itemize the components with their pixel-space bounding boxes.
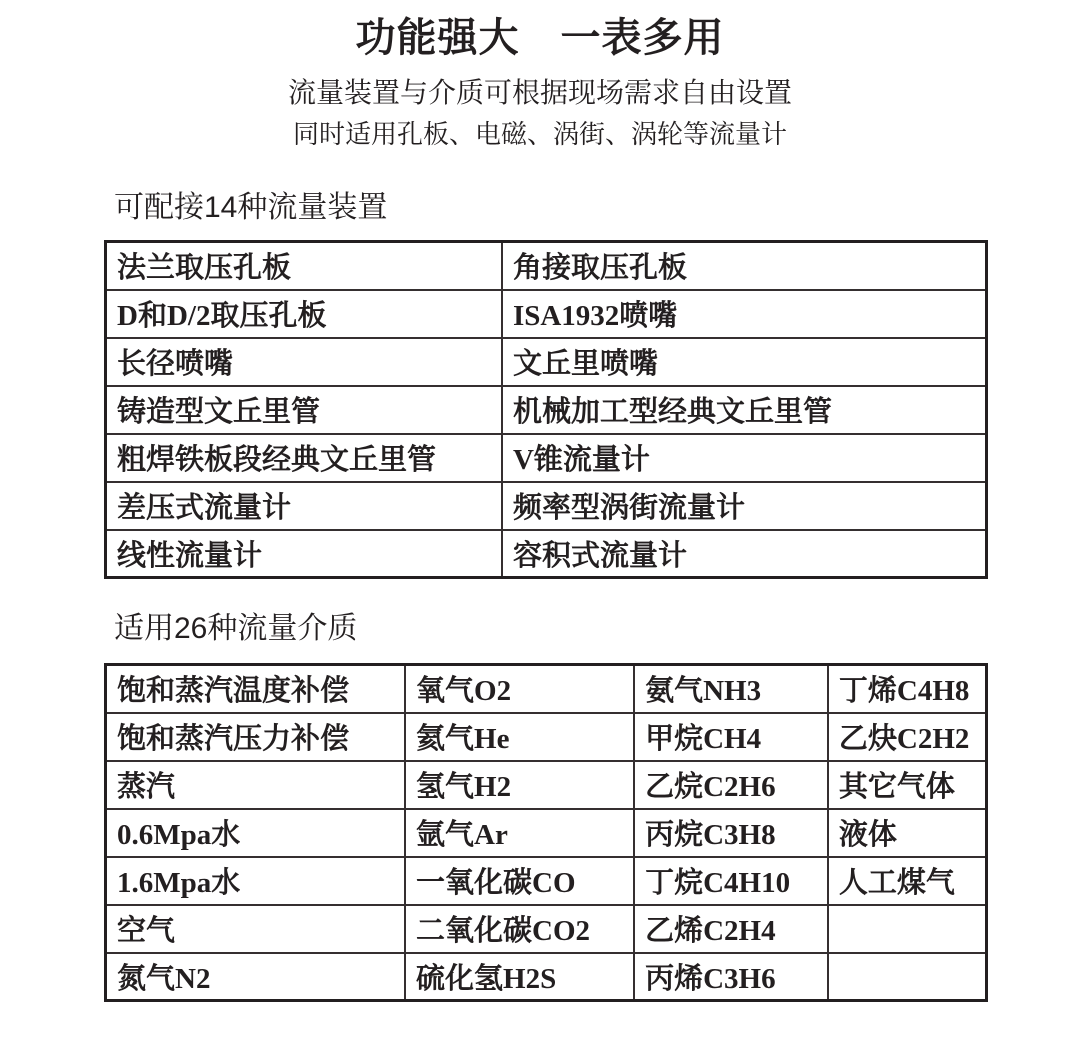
- page-subtitle-line2: 同时适用孔板、电磁、涡街、涡轮等流量计: [292, 119, 787, 149]
- table-row: [106, 290, 987, 338]
- device-cell: 长径喷嘴: [106, 338, 502, 386]
- media-cell: 饱和蒸汽压力补偿: [106, 713, 406, 761]
- table-row: [106, 665, 987, 713]
- table-row: [106, 713, 987, 761]
- media-cell: [828, 905, 987, 953]
- table-row: [106, 857, 987, 905]
- media-cell: 氮气N2: [106, 953, 406, 1001]
- page-title: 功能强大 一表多用: [355, 16, 725, 60]
- device-cell: 差压式流量计: [106, 482, 502, 530]
- device-cell: 文丘里喷嘴: [502, 338, 987, 386]
- device-cell: 线性流量计: [106, 530, 502, 578]
- media-cell: 乙烯C2H4: [634, 905, 828, 953]
- devices-table: [104, 240, 988, 579]
- media-cell: 人工煤气: [828, 857, 987, 905]
- table-row: [106, 905, 987, 953]
- media-cell: 蒸汽: [106, 761, 406, 809]
- table-row: [106, 434, 987, 482]
- device-cell: 铸造型文丘里管: [106, 386, 502, 434]
- media-cell: 氨气NH3: [634, 665, 828, 713]
- media-cell: 1.6Mpa水: [106, 857, 406, 905]
- media-cell: 其它气体: [828, 761, 987, 809]
- media-section-heading: 适用26种流量介质: [114, 612, 358, 645]
- media-cell: 甲烷CH4: [634, 713, 828, 761]
- media-cell: 氩气Ar: [405, 809, 634, 857]
- media-cell: 丙烯C3H6: [634, 953, 828, 1001]
- page-subtitle-line1: 流量装置与介质可根据现场需求自由设置: [287, 77, 792, 108]
- table-row: [106, 338, 987, 386]
- table-row: [106, 242, 987, 290]
- device-cell: 角接取压孔板: [502, 242, 987, 290]
- media-cell: 丁烷C4H10: [634, 857, 828, 905]
- device-cell: 粗焊铁板段经典文丘里管: [106, 434, 502, 482]
- media-cell: 乙炔C2H2: [828, 713, 987, 761]
- media-cell: 乙烷C2H6: [634, 761, 828, 809]
- media-cell: 饱和蒸汽温度补偿: [106, 665, 406, 713]
- table-row: [106, 386, 987, 434]
- media-cell: [828, 953, 987, 1001]
- devices-section: [104, 192, 988, 579]
- device-cell: V锥流量计: [502, 434, 987, 482]
- device-cell: ISA1932喷嘴: [502, 290, 987, 338]
- media-cell: 氧气O2: [405, 665, 634, 713]
- table-row: [106, 809, 987, 857]
- table-row: [106, 953, 987, 1001]
- device-cell: 容积式流量计: [502, 530, 987, 578]
- media-cell: 二氧化碳CO2: [405, 905, 634, 953]
- media-cell: 硫化氢H2S: [405, 953, 634, 1001]
- device-cell: 频率型涡街流量计: [502, 482, 987, 530]
- device-cell: 机械加工型经典文丘里管: [502, 386, 987, 434]
- media-cell: 液体: [828, 809, 987, 857]
- devices-section-heading: 可配接14种流量装置: [114, 191, 388, 224]
- media-cell: 空气: [106, 905, 406, 953]
- table-row: [106, 761, 987, 809]
- media-cell: 丙烷C3H8: [634, 809, 828, 857]
- media-cell: 一氧化碳CO: [405, 857, 634, 905]
- device-cell: 法兰取压孔板: [106, 242, 502, 290]
- device-cell: D和D/2取压孔板: [106, 290, 502, 338]
- media-cell: 0.6Mpa水: [106, 809, 406, 857]
- media-cell: 氢气H2: [405, 761, 634, 809]
- table-row: [106, 530, 987, 578]
- table-row: [106, 482, 987, 530]
- media-section: [104, 613, 988, 1002]
- media-cell: 丁烯C4H8: [828, 665, 987, 713]
- media-cell: 氦气He: [405, 713, 634, 761]
- media-table: [104, 663, 988, 1002]
